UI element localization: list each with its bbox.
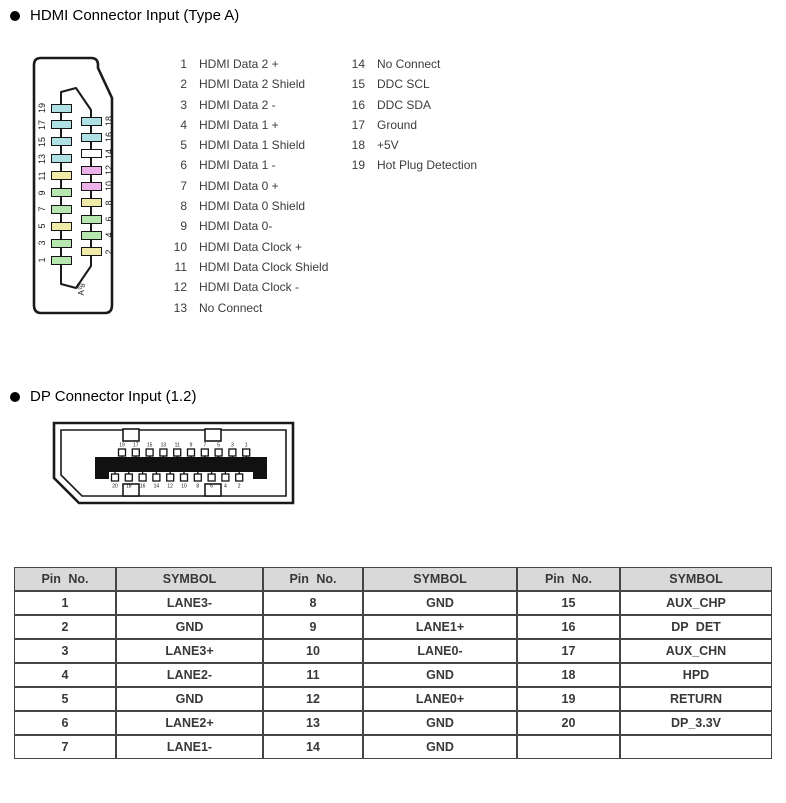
svg-text:6: 6: [210, 483, 213, 490]
dp-pin-20: [112, 471, 119, 490]
pin-label: No Connect: [377, 57, 441, 71]
svg-text:11: 11: [174, 442, 180, 449]
hdmi-pin-2: [81, 247, 102, 256]
symbol-cell: LANE2-: [116, 663, 263, 687]
table-header-cell: Pin No.: [14, 567, 116, 591]
pin-number: 13: [173, 300, 187, 315]
svg-text:20: 20: [112, 483, 118, 490]
pin-label: Ground: [377, 117, 418, 132]
dp-key-notch: [205, 484, 221, 496]
svg-text:9: 9: [189, 442, 193, 449]
pin-label: HDMI Data 0 Shield: [199, 199, 306, 214]
hdmi-pin-16: [81, 133, 102, 142]
pin-number: 18: [351, 138, 365, 153]
pin-no-cell: 2: [14, 615, 116, 639]
pin-no-cell: 8: [263, 591, 363, 615]
hdmi-pin-number: 19: [37, 103, 47, 114]
hdmi-pin-list-item: [345, 135, 477, 155]
pin-number: 3: [180, 97, 187, 112]
dp-pin-11: [174, 443, 181, 460]
hdmi-pin-12: [81, 166, 102, 175]
dp-pin-19: [119, 443, 126, 460]
pin-no-cell: 20: [517, 711, 620, 735]
hdmi-pin-number: 8: [104, 200, 114, 206]
hdmi-pin-number: 17: [37, 119, 47, 130]
pin-number: 11: [174, 259, 187, 274]
hdmi-pin-14: [81, 149, 102, 158]
pin-label: HDMI Data 1 +: [199, 117, 279, 132]
pin-number: 14: [351, 57, 365, 71]
table-header-cell: Pin No.: [263, 567, 363, 591]
svg-text:2: 2: [237, 483, 241, 490]
bullet-icon: [10, 392, 20, 402]
dp-key-notch: [123, 429, 139, 441]
pin-label: Hot Plug Detection: [377, 158, 478, 173]
svg-text:12: 12: [167, 483, 173, 490]
hdmi-pin-list-item: [173, 74, 328, 94]
pin-label: HDMI Data 2 +: [199, 57, 279, 71]
hdmi-pin-10: [81, 182, 102, 191]
hdmi-pin-list-item: [345, 155, 477, 175]
symbol-cell: LANE0-: [363, 639, 517, 663]
pin-number: 10: [173, 239, 187, 254]
svg-text:16: 16: [139, 483, 146, 490]
symbol-cell: DP_3.3V: [620, 711, 772, 735]
hdmi-pin-number: 5: [37, 223, 47, 229]
pin-no-cell: 15: [517, 591, 620, 615]
pin-number: 1: [180, 57, 187, 71]
table-row: [14, 687, 772, 711]
symbol-cell: AUX_CHP: [620, 591, 772, 615]
pin-number: 8: [180, 199, 187, 214]
hdmi-pin-number: 1: [37, 257, 47, 263]
pin-label: HDMI Data Clock +: [199, 239, 303, 254]
dp-pin-16: [139, 471, 146, 490]
hdmi-pin-list-item: [173, 115, 328, 135]
table-row: [14, 711, 772, 735]
hdmi-pin-1: [51, 256, 72, 265]
pin-number: 4: [180, 117, 187, 132]
symbol-cell: GND: [363, 663, 517, 687]
hdmi-pin-list-item: [173, 135, 328, 155]
svg-text:1: 1: [244, 442, 248, 449]
table-row: [14, 735, 772, 759]
hdmi-pin-number: 14: [104, 148, 114, 159]
hdmi-section-heading: [10, 7, 239, 24]
table-header-cell: SYMBOL: [116, 567, 263, 591]
hdmi-pin-number: 12: [104, 165, 114, 176]
table-row: [14, 639, 772, 663]
dp-pin-12: [167, 471, 174, 490]
pin-no-cell: 16: [517, 615, 620, 639]
pin-label: HDMI Data 1 Shield: [199, 138, 306, 153]
table-header-cell: Pin No.: [517, 567, 620, 591]
symbol-cell: RETURN: [620, 687, 772, 711]
hdmi-pin-list-left: [173, 54, 328, 318]
svg-text:5: 5: [217, 442, 220, 449]
hdmi-pin-number: 2: [104, 249, 114, 255]
dp-pin-13: [160, 443, 167, 460]
svg-text:18: 18: [126, 483, 132, 490]
pin-number: 12: [173, 280, 187, 295]
dp-key-notch: [205, 429, 221, 441]
hdmi-pin-number: 3: [37, 240, 47, 246]
pin-number: 19: [351, 158, 365, 173]
hdmi-pin-number: 4: [104, 232, 114, 238]
svg-text:10: 10: [181, 483, 187, 490]
pin-no-cell: 9: [263, 615, 363, 639]
table-row: [14, 663, 772, 687]
pin-no-cell: [517, 735, 620, 759]
dp-pin-18: [125, 471, 132, 490]
pin-label: DDC SDA: [377, 97, 432, 112]
hdmi-pin-list-item: [345, 115, 477, 135]
hdmi-pin-number: 11: [37, 170, 47, 181]
hdmi-pin-number: 16: [104, 132, 114, 143]
svg-text:17: 17: [133, 442, 139, 449]
pin-number: 2: [180, 77, 187, 92]
hdmi-pin-list-item: [173, 277, 328, 297]
hdmi-pin-list-item: [173, 196, 328, 216]
svg-text:7: 7: [203, 442, 207, 449]
hdmi-pin-3: [51, 239, 72, 248]
symbol-cell: LANE2+: [116, 711, 263, 735]
hdmi-pin-17: [51, 120, 72, 129]
pin-number: 15: [351, 77, 365, 92]
hdmi-pin-6: [81, 215, 102, 224]
table-row: [14, 591, 772, 615]
svg-text:15: 15: [146, 442, 153, 449]
pin-label: DDC SCL: [377, 77, 430, 92]
symbol-cell: [620, 735, 772, 759]
dp-pin-14: [153, 471, 160, 490]
svg-text:3: 3: [231, 442, 234, 449]
hdmi-pin-list-item: [173, 237, 328, 257]
hdmi-pin-list-item: [173, 95, 328, 115]
hdmi-pin-list-item: [173, 176, 328, 196]
hdmi-pin-15: [51, 137, 72, 146]
hdmi-pin-number: 15: [37, 136, 47, 147]
hdmi-pin-11: [51, 171, 72, 180]
pin-no-cell: 19: [517, 687, 620, 711]
svg-text:4: 4: [224, 483, 227, 490]
symbol-cell: GND: [363, 735, 517, 759]
hdmi-type-label: A형: [77, 282, 86, 296]
symbol-cell: LANE1-: [116, 735, 263, 759]
hdmi-pin-number: 6: [104, 216, 114, 222]
svg-text:14: 14: [153, 483, 160, 490]
pin-label: HDMI Data 0 +: [199, 178, 279, 193]
pin-label: HDMI Data 2 -: [199, 97, 276, 112]
svg-text:19: 19: [119, 442, 125, 449]
table-header-cell: SYMBOL: [363, 567, 517, 591]
dp-pin-15: [146, 443, 153, 460]
dp-connector-diagram: [48, 416, 300, 510]
symbol-cell: DP DET: [620, 615, 772, 639]
pin-no-cell: 7: [14, 735, 116, 759]
pin-label: HDMI Data Clock -: [199, 280, 300, 295]
hdmi-pin-5: [51, 222, 72, 231]
pin-no-cell: 17: [517, 639, 620, 663]
symbol-cell: HPD: [620, 663, 772, 687]
pin-no-cell: 18: [517, 663, 620, 687]
pin-number: 7: [180, 178, 187, 193]
dp-pin-17: [132, 443, 139, 460]
bullet-icon: [10, 11, 20, 21]
table-row: [14, 615, 772, 639]
hdmi-pin-list-item: [345, 74, 477, 94]
hdmi-pin-19: [51, 104, 72, 113]
hdmi-pin-number: 13: [37, 153, 47, 164]
hdmi-pin-9: [51, 188, 72, 197]
dp-section-title: DP Connector Input (1.2): [30, 388, 197, 405]
pin-number: 9: [180, 219, 187, 234]
hdmi-pin-list-item: [173, 54, 328, 74]
pin-number: 16: [351, 97, 365, 112]
hdmi-section-title: HDMI Connector Input (Type A): [30, 7, 240, 24]
pin-number: 6: [180, 158, 187, 173]
pin-label: HDMI Data 1 -: [199, 158, 276, 173]
hdmi-pin-4: [81, 231, 102, 240]
pin-no-cell: 3: [14, 639, 116, 663]
hdmi-connector-diagram: [28, 52, 124, 320]
hdmi-pin-number: 9: [37, 190, 47, 196]
pin-label: No Connect: [199, 300, 263, 315]
symbol-cell: LANE0+: [363, 687, 517, 711]
svg-text:8: 8: [196, 483, 200, 490]
hdmi-pin-list-item: [173, 257, 328, 277]
symbol-cell: LANE3+: [116, 639, 263, 663]
symbol-cell: GND: [363, 711, 517, 735]
svg-text:13: 13: [160, 442, 167, 449]
pin-no-cell: 4: [14, 663, 116, 687]
pin-no-cell: 10: [263, 639, 363, 663]
pin-no-cell: 14: [263, 735, 363, 759]
pin-label: HDMI Data Clock Shield: [199, 259, 329, 274]
pin-no-cell: 6: [14, 711, 116, 735]
dp-pinout-table: [14, 567, 772, 759]
symbol-cell: GND: [363, 591, 517, 615]
pin-label: HDMI Data 2 Shield: [199, 77, 306, 92]
hdmi-pin-13: [51, 154, 72, 163]
symbol-cell: LANE1+: [363, 615, 517, 639]
dp-connector-outline: [48, 416, 300, 510]
symbol-cell: AUX_CHN: [620, 639, 772, 663]
hdmi-pin-number: 10: [104, 181, 114, 192]
pin-no-cell: 13: [263, 711, 363, 735]
pin-no-cell: 11: [263, 663, 363, 687]
hdmi-pin-list-right: [345, 54, 477, 176]
hdmi-pin-number: 7: [37, 206, 47, 212]
hdmi-pin-7: [51, 205, 72, 214]
table-header-cell: SYMBOL: [620, 567, 772, 591]
hdmi-pin-8: [81, 198, 102, 207]
pin-number: 17: [351, 117, 365, 132]
symbol-cell: GND: [116, 615, 263, 639]
pin-label: +5V: [377, 138, 399, 153]
symbol-cell: GND: [116, 687, 263, 711]
pin-no-cell: 1: [14, 591, 116, 615]
symbol-cell: LANE3-: [116, 591, 263, 615]
pin-no-cell: 5: [14, 687, 116, 711]
table-header-row: [14, 567, 772, 591]
hdmi-pin-list-item: [345, 95, 477, 115]
dp-pin-10: [181, 471, 188, 490]
hdmi-pin-list-item: [345, 54, 477, 74]
hdmi-pin-list-item: [173, 298, 328, 318]
dp-section-heading: [10, 388, 196, 405]
hdmi-pin-list-item: [173, 155, 328, 175]
pin-no-cell: 12: [263, 687, 363, 711]
hdmi-pin-list-item: [173, 216, 328, 236]
hdmi-pin-18: [81, 117, 102, 126]
hdmi-pin-number: 18: [104, 116, 114, 127]
pin-number: 5: [180, 138, 187, 153]
pin-label: HDMI Data 0-: [199, 219, 273, 234]
